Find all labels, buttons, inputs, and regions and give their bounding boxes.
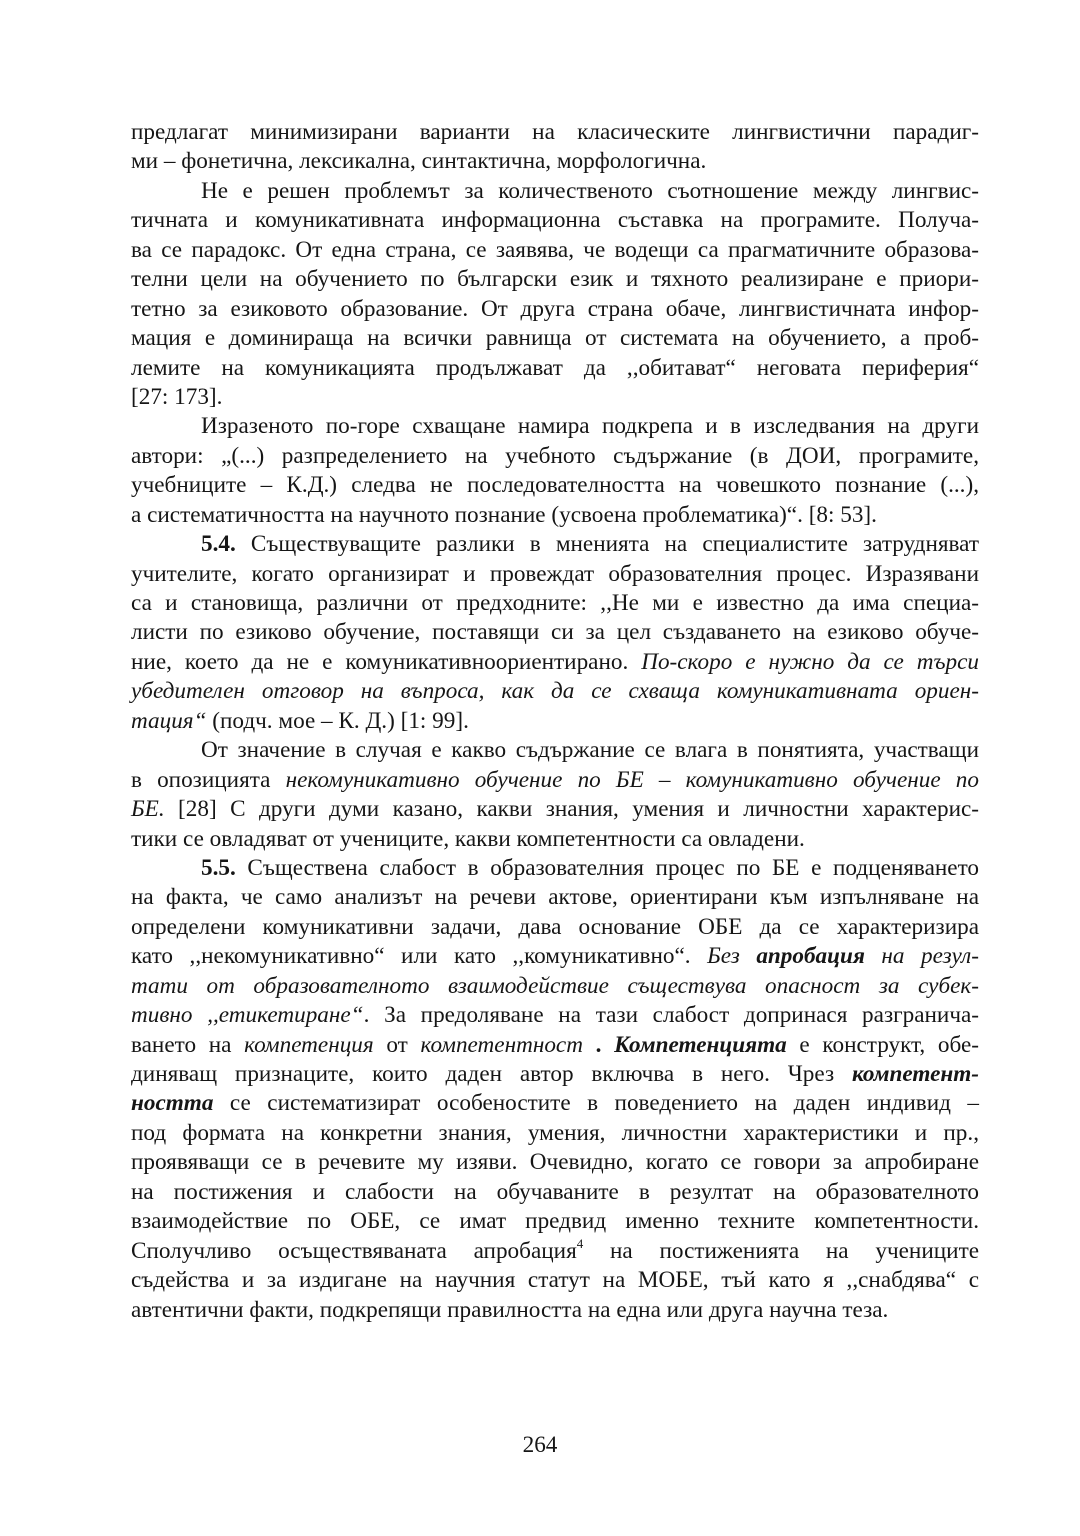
text-segment: 5.5.: [201, 854, 236, 881]
text-line: [131, 1089, 979, 1118]
text-line: [131, 1207, 979, 1236]
text-segment: телни цели на обучението по български език и тяхното реализиране е приори-: [131, 266, 979, 293]
text-segment: като ,,некомуникативно“ или като ,,комуникативно“.: [131, 943, 708, 970]
text-segment: По-скоро е нужно да се търси: [641, 648, 979, 675]
text-segment: автентични факти, подкрепящи правилността на една или друга научна теза.: [131, 1296, 889, 1323]
text-segment: ва се парадокс. От една страна, се заявява, че водещи са прагматичните образова-: [131, 236, 979, 263]
text-line: [131, 206, 979, 235]
text-line: [131, 618, 979, 647]
text-line: [131, 1237, 979, 1266]
text-segment: учителите, когато организират и провеждат образователния процес. Изразявани: [131, 560, 979, 587]
text-segment: в опозицията: [131, 766, 286, 793]
text-segment: компетент-: [852, 1061, 979, 1087]
text-segment: ността: [131, 1090, 214, 1117]
text-line: [131, 766, 979, 795]
text-segment: ние, което да не е комуникативноориентирано.: [131, 648, 642, 675]
text-line: [131, 147, 979, 176]
body-text: [131, 118, 979, 1325]
text-line: [131, 942, 979, 971]
text-segment: . За предоляване на тази слабост допринася разгранича-: [363, 1002, 979, 1029]
text-line: [131, 589, 979, 618]
text-segment: [28] С други думи казано, какви знания, умения и личностни характерис-: [164, 796, 979, 823]
text-segment: компетентност: [420, 1031, 583, 1058]
text-segment: ването на: [131, 1031, 245, 1058]
text-segment: на постижения и слабости на обучаваните в резултат на образователното: [131, 1178, 979, 1205]
text-line: [131, 471, 979, 500]
text-segment: мация е доминираща на всички равнища от системата на обучението, а проб-: [131, 325, 979, 352]
text-line: [131, 1031, 979, 1060]
text-segment: проявяващи се в речевите му изяви. Очевидно, когато се говори за апробиране: [131, 1149, 979, 1176]
text-line: [131, 442, 979, 471]
text-segment: тетно за езиковото образование. От друга страна обаче, лингвистичната инфор-: [131, 295, 979, 322]
text-line: [131, 825, 979, 854]
text-segment: апробация: [756, 943, 865, 970]
text-segment: на факта, че само анализът на речеви актове, ориентирани към изпълняване на: [131, 884, 979, 911]
text-segment: тация“: [131, 707, 207, 734]
text-segment: автори: „(...) разпределението на учебното съдържание (в ДОИ, програмите,: [131, 442, 979, 469]
text-line: [131, 677, 979, 706]
text-segment: Съществуващите разлики в мненията на специалистите затрудняват: [235, 531, 979, 558]
text-segment: БЕ.: [131, 796, 165, 823]
text-line: [131, 118, 979, 147]
text-line: [131, 1119, 979, 1148]
text-segment: Сполучливо осъществяваната апробация: [131, 1237, 577, 1264]
text-line: [131, 1296, 979, 1325]
text-segment: под формата на конкретни знания, умения, личностни характеристики и пр.,: [131, 1119, 979, 1146]
text-line: [131, 1060, 979, 1089]
text-line: [131, 883, 979, 912]
text-segment: Съществена слабост в образователния процес по БЕ е подценяването: [235, 854, 979, 881]
text-segment: от: [373, 1031, 421, 1058]
text-line: [131, 236, 979, 265]
text-line: [131, 501, 979, 530]
text-segment: диняващ признаците, които даден автор включва в него. Чрез: [131, 1061, 852, 1087]
text-segment: От значение в случая е какво съдържание се влага в понятията, участващи: [201, 737, 979, 764]
text-line: [131, 795, 979, 824]
text-segment: тики се овладяват от учениците, какви компетентности са овладени.: [131, 825, 805, 852]
text-segment: тати от образователното взаимодействие съществува опасност за субек-: [131, 972, 979, 999]
text-line: [131, 265, 979, 294]
text-line: [131, 295, 979, 324]
text-line: [131, 530, 979, 559]
text-segment: предлагат минимизирани варианти на класическите лингвистични парадиг-: [131, 119, 979, 145]
text-segment: .: [582, 1031, 615, 1058]
text-line: [131, 412, 979, 441]
text-line: [131, 648, 979, 677]
text-segment: определени комуникативни задачи, дава основание ОБЕ да се характеризира: [131, 913, 979, 940]
page-number: 264: [522, 1432, 558, 1458]
text-line: [131, 972, 979, 1001]
text-line: [131, 913, 979, 942]
text-segment: компетенция: [244, 1031, 374, 1058]
text-segment: (подч. мое – К. Д.) [1: 99].: [206, 707, 469, 734]
text-segment: листи по езиково обучение, поставящи си за цел създаването на езиково обуче-: [131, 619, 979, 646]
text-segment: лемите на комуникацията продължават да ,,обитават“ неговата периферия“: [131, 354, 979, 381]
text-segment: се систематизират особеностите в поведението на даден индивид –: [213, 1090, 979, 1117]
text-segment: 5.4.: [201, 531, 236, 558]
text-line: [131, 1178, 979, 1207]
text-segment: тивно ,,етикетиране“: [131, 1002, 364, 1029]
text-line: [131, 1148, 979, 1177]
text-segment: ми – фонетична, лексикална, синтактична, морфологична.: [131, 148, 707, 175]
text-line: [131, 324, 979, 353]
text-segment: учебниците – К.Д.) следва не последователността на човешкото познание (...),: [131, 472, 979, 499]
text-line: [131, 354, 979, 383]
footnote-reference: 4: [576, 1235, 584, 1251]
text-segment: на резул-: [864, 943, 979, 970]
text-segment: взаимодействие по ОБЕ, се имат предвид именно техните компетентности.: [131, 1208, 979, 1235]
text-segment: убедителен отговор на въпроса, как да се схваща комуникативната ориен-: [131, 678, 979, 705]
text-line: [131, 707, 979, 736]
text-line: [131, 854, 979, 883]
text-segment: [27: 173].: [131, 383, 223, 410]
text-segment: Изразеното по-горе схващане намира подкрепа и в изследвания на други: [201, 413, 979, 440]
text-segment: Без: [707, 943, 757, 970]
text-segment: съдейства и за издигане на научния статут на МОБЕ, тъй като я ,,снабдява“ с: [131, 1267, 979, 1294]
text-segment: са и становища, различни от предходните: ,,Не ми е известно да има специа-: [131, 590, 979, 616]
text-segment: Не е решен проблемът за количественото съотношение между лингвис-: [201, 177, 979, 204]
text-segment: Компетенцията: [614, 1031, 787, 1058]
text-line: [131, 383, 979, 412]
text-segment: е конструкт, обе-: [786, 1031, 980, 1058]
text-line: [131, 1266, 979, 1295]
text-segment: тичната и комуникативната информационна съставка на програмите. Получа-: [131, 207, 979, 234]
text-line: [131, 560, 979, 589]
text-segment: а систематичността на научното познание (усвоена проблематика)“. [8: 53].: [131, 501, 877, 528]
text-line: [131, 1001, 979, 1030]
text-segment: некомуникативно обучение по БЕ – комуникативно обучение по: [285, 766, 979, 793]
text-line: [131, 177, 979, 206]
text-line: [131, 736, 979, 765]
text-segment: на постиженията на учениците: [583, 1237, 979, 1264]
